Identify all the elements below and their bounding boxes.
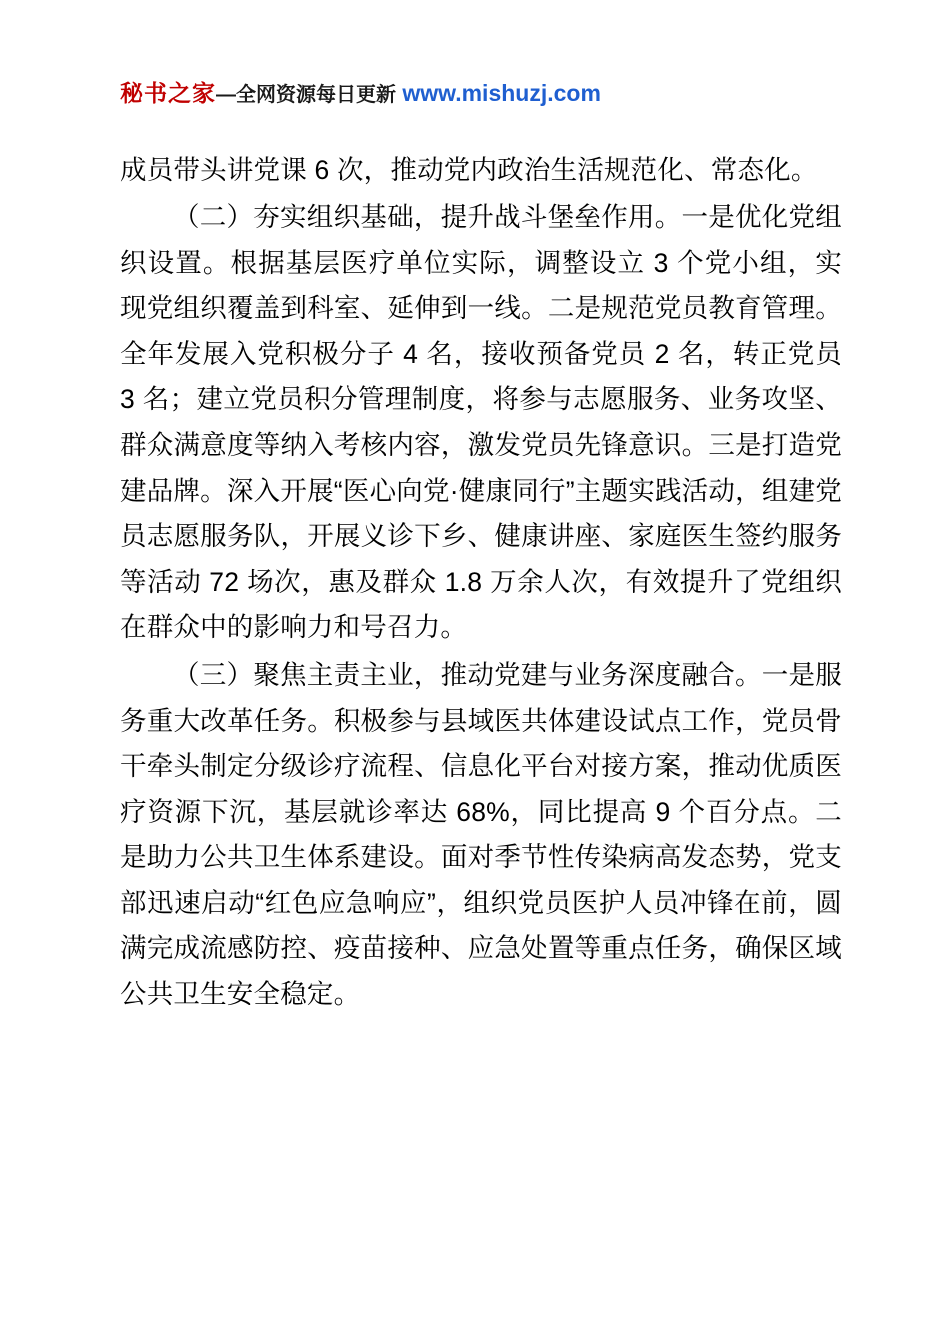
site-tagline: —全网资源每日更新 [216, 84, 396, 106]
document-body [120, 148, 842, 1018]
paragraph-section-three: （三）聚焦主责主业，推动党建与业务深度融合。一是服务重大改革任务。积极参与县域医共体建设试点工作，党员骨干牵头制定分级诊疗流程、信息化平台对接方案，推动优质医疗资源下沉，基层就诊率达 68%，同比提高 9 个百分点。二是助力公共卫生体系建设。面对季节性传染病高发态势，党支部迅速启动“红色应急响应”，组织党员医护人员冲锋在前，圆满完成流感防控、疫苗接种、应急处置等重点任务，确保区域公共卫生安全稳定。 [120, 659, 842, 1009]
paragraph-continuation: 成员带头讲党课 6 次，推动党内政治生活规范化、常态化。 [120, 154, 818, 185]
site-url-link[interactable]: www.mishuzj.com [402, 80, 601, 106]
site-watermark-header [120, 80, 842, 108]
site-brand-name: 秘书之家 [120, 80, 216, 106]
paragraph-section-two: （二）夯实组织基础，提升战斗堡垒作用。一是优化党组织设置。根据基层医疗单位实际，调整设立 3 个党小组，实现党组织覆盖到科室、延伸到一线。二是规范党员教育管理。全年发展入党积极分子 4 名，接收预备党员 2 名，转正党员 3 名；建立党员积分管理制度，将参与志愿服务、业务攻坚、群众满意度等纳入考核内容，激发党员先锋意识。三是打造党建品牌。深入开展“医心向党·健康同行”主题实践活动，组建党员志愿服务队，开展义诊下乡、健康讲座、家庭医生签约服务等活动 72 场次，惠及群众 1.8 万余人次，有效提升了党组织在群众中的影响力和号召力。 [120, 202, 842, 643]
